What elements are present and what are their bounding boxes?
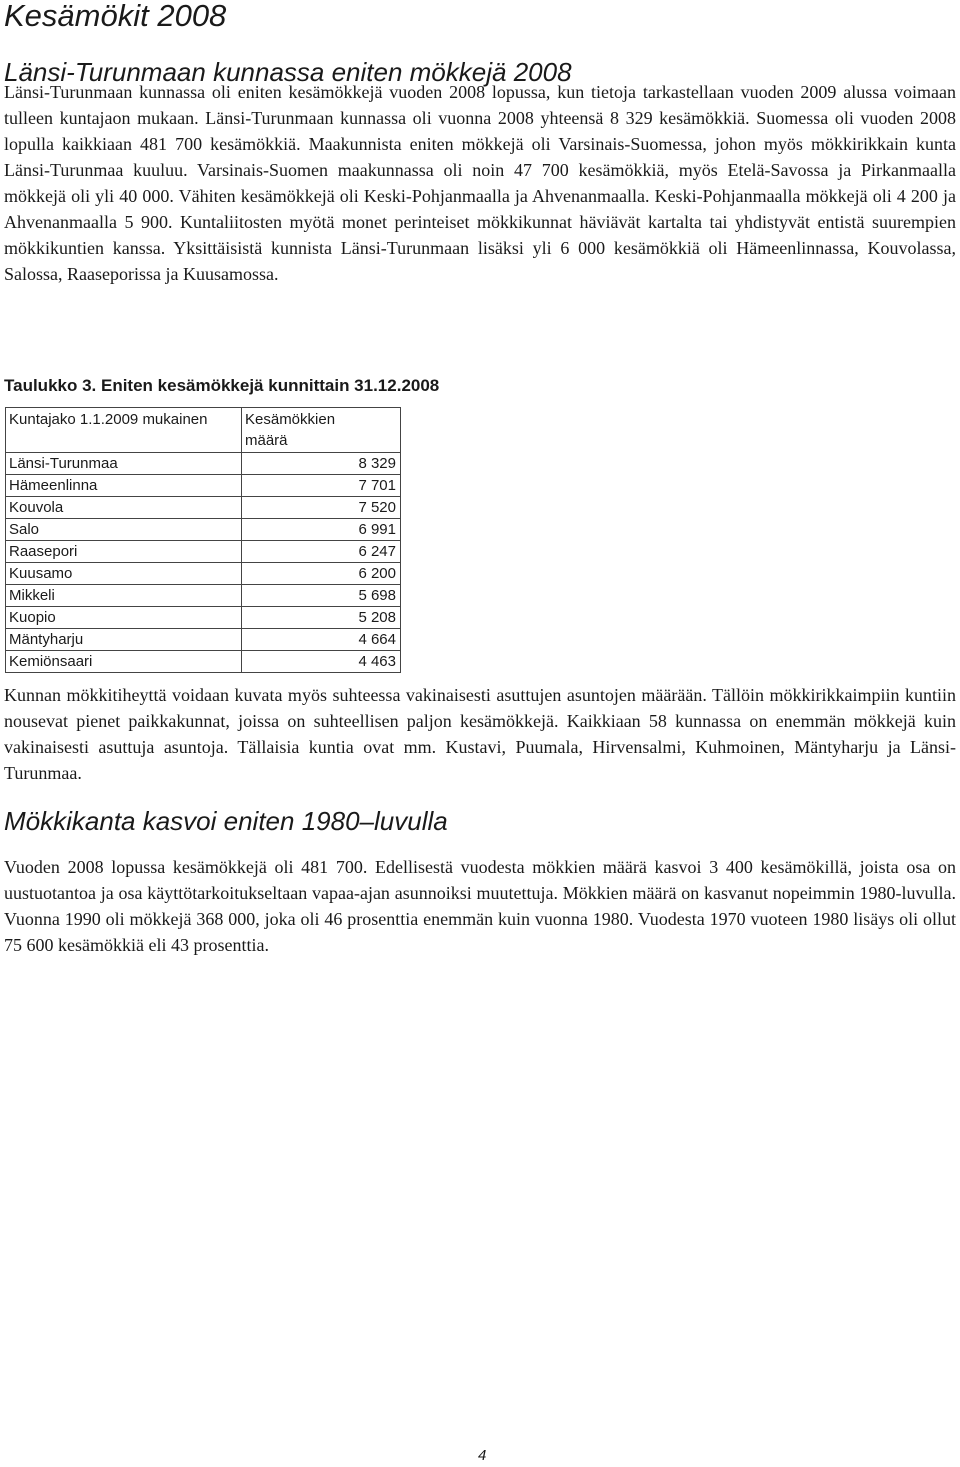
count-cell: 4 664 xyxy=(242,629,401,651)
count-cell: 6 200 xyxy=(242,563,401,585)
table-row xyxy=(6,519,401,541)
count-cell: 5 698 xyxy=(242,585,401,607)
count-cell: 8 329 xyxy=(242,453,401,475)
table-row xyxy=(6,453,401,475)
count-cell: 6 991 xyxy=(242,519,401,541)
page-number: 4 xyxy=(478,1447,487,1464)
column-header-count-line1: Kesämökkien xyxy=(245,411,336,428)
table-title: Taulukko 3. Eniten kesämökkejä kunnittain 31.12.2008 xyxy=(4,376,440,395)
municipality-cell: Mikkeli xyxy=(6,585,242,607)
table-row xyxy=(6,475,401,497)
count-cell: 5 208 xyxy=(242,607,401,629)
column-header-municipality: Kuntajako 1.1.2009 mukainen xyxy=(6,408,242,453)
municipality-cell: Kuusamo xyxy=(6,563,242,585)
column-header-count-line2: määrä xyxy=(245,432,288,449)
municipality-cell: Länsi-Turunmaa xyxy=(6,453,242,475)
document-title: Kesämökit 2008 xyxy=(4,0,227,33)
intro-paragraph: Länsi-Turunmaan kunnassa oli eniten kesämökkejä vuoden 2008 lopussa, kun tietoja tarkastellaan vuoden 2009 alussa voimaan tulleen kuntajaon mukaan. Länsi-Turunmaan kunnassa oli vuonna 2008 yhteensä 8 329 kesämökkiä. Suomessa oli vuoden 2008 lopulla kaikkiaan 481 700 kesämökkiä. Maakunnista eniten mökkejä oli Varsinais-Suomessa, johon myös mökkirikkain kunta Länsi-Turunmaa kuuluu. Varsinais-Suomen maakunnassa oli noin 47 700 kesämökkiä, myös Etelä-Savossa ja Pirkanmaalla mökkejä oli yli 40 000. Vähiten kesämökkejä oli Keski-Pohjanmaalla ja Ahvenanmaalla. Keski-Pohjanmaalla mökkejä oli 4 200 ja Ahvenanmaalla 5 900. Kuntaliitosten myötä monet perinteiset mökkikunnat häviävät kartalta tai yhdistyvät entistä suurempien mökkikuntien kanssa. Yksittäisistä kunnista Länsi-Turunmaan lisäksi yli 6 000 kesämökkiä oli Hämeenlinnassa, Kouvolassa, Salossa, Raaseporissa ja Kuusamossa. xyxy=(4,82,956,284)
cottages-by-municipality-table xyxy=(5,407,401,673)
table-row xyxy=(6,629,401,651)
section-heading-municipalities: Länsi-Turunmaan kunnassa eniten mökkejä 2008 xyxy=(4,57,572,87)
table-row xyxy=(6,585,401,607)
municipality-cell: Kuopio xyxy=(6,607,242,629)
count-cell: 7 520 xyxy=(242,497,401,519)
municipality-cell: Mäntyharju xyxy=(6,629,242,651)
municipality-cell: Raasepori xyxy=(6,541,242,563)
cottage-density-paragraph: Kunnan mökkitiheyttä voidaan kuvata myös suhteessa vakinaisesti asuttujen asuntojen määrään. Tällöin mökkirikkaimpiin kuntiin nousevat pienet paikkakunnat, joissa on suhteellisen paljon kesämökkejä. Kaikkiaan 58 kunnassa on enemmän mökkejä kuin vakinaisesti asuttuja asuntoja. Tällaisia kuntia ovat mm. Kustavi, Puumala, Hirvensalmi, Kuhmoinen, Mäntyharju ja Länsi-Turunmaa. xyxy=(4,685,956,783)
count-cell: 4 463 xyxy=(242,651,401,673)
table-row xyxy=(6,497,401,519)
municipality-cell: Salo xyxy=(6,519,242,541)
count-cell: 7 701 xyxy=(242,475,401,497)
count-cell: 6 247 xyxy=(242,541,401,563)
table-row xyxy=(6,541,401,563)
growth-paragraph: Vuoden 2008 lopussa kesämökkejä oli 481 700. Edellisestä vuodesta mökkien määrä kasvoi 3 400 kesämökillä, joista osa on uustuotantoa ja osa käyttötarkoitukseltaan vapaa-ajan asunnoiksi muutettuja. Mökkien määrä on kasvanut nopeimmin 1980-luvulla. Vuonna 1990 oli mökkejä 368 000, joka oli 46 prosenttia enemmän kuin vuonna 1980. Vuodesta 1970 vuoteen 1980 lisäys oli ollut 75 600 kesämökkiä eli 43 prosenttia. xyxy=(4,857,956,955)
table-row xyxy=(6,651,401,673)
table-row xyxy=(6,607,401,629)
municipality-cell: Kouvola xyxy=(6,497,242,519)
table-header-row xyxy=(6,408,401,453)
municipality-cell: Kemiönsaari xyxy=(6,651,242,673)
column-header-count xyxy=(242,408,401,453)
municipality-cell: Hämeenlinna xyxy=(6,475,242,497)
section-heading-growth: Mökkikanta kasvoi eniten 1980–luvulla xyxy=(4,806,448,836)
table-row xyxy=(6,563,401,585)
